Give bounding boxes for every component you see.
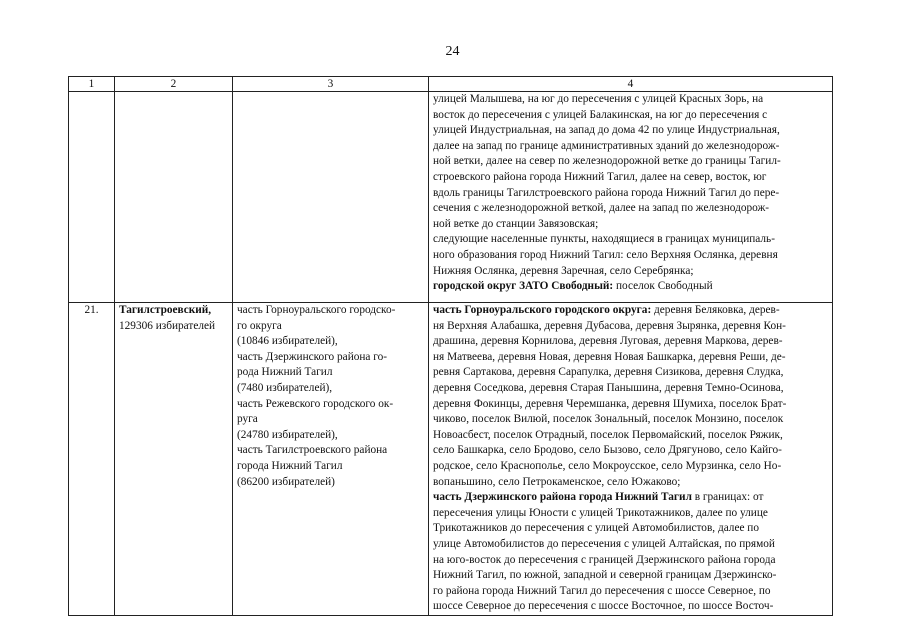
description-line — [433, 170, 828, 186]
line-text: село Башкарка, село Бродово, село Бызово, село Дрягуново, село Кайго- — [433, 444, 782, 457]
line-text: вдоль границы Тагилстроевского района города Нижний Тагил до пере- — [433, 186, 780, 199]
district-part-line: часть Дзержинского района го- — [237, 350, 388, 363]
district-part-line: города Нижний Тагил — [237, 459, 343, 472]
column-number-2: 2 — [115, 77, 233, 92]
description-line — [433, 139, 828, 155]
line-text: улицей Малышева, на юг до пересечения с улицей Красных Зорь, на — [433, 93, 764, 105]
column-number-4: 4 — [429, 77, 833, 92]
bold-heading: городской округ ЗАТО Свободный: — [433, 280, 614, 293]
description-line — [433, 521, 828, 537]
line-text: сечения с железнодорожной веткой, далее на запад по железнодорож- — [433, 202, 770, 215]
table-row-district-21 — [69, 303, 833, 616]
description-line — [433, 381, 828, 397]
line-text: на юго-восток до пересечения с границей Дзержинского района города — [433, 553, 776, 566]
description-line — [433, 154, 828, 170]
description-line — [433, 264, 828, 280]
cell-empty — [69, 92, 115, 303]
line-text: ной ветке до станции Завязовская; — [433, 217, 599, 230]
boundary-description-cell — [429, 303, 833, 616]
line-text: Новоасбест, поселок Отрадный, поселок Первомайский, поселок Ряжик, — [433, 428, 783, 441]
description-line — [433, 303, 828, 319]
description-line — [433, 108, 828, 124]
line-text: улицей Индустриальная, на запад до дома 42 по улице Индустриальная, — [433, 124, 780, 137]
description-line — [433, 443, 828, 459]
line-text: поселок Свободный — [613, 280, 713, 293]
district-part-line: (24780 избирателей), — [237, 428, 338, 441]
line-text: далее на запад по границе административных зданий до железнодорож- — [433, 139, 780, 152]
line-text: ня Матвеева, деревня Новая, деревня Новая Башкарка, деревня Реши, де- — [433, 350, 786, 363]
description-line — [433, 248, 828, 264]
line-text: Нижний Тагил, по южной, западной и северной границам Дзержинско- — [433, 569, 777, 582]
description-line — [433, 584, 828, 600]
line-text: деревня Беляковка, дерев- — [651, 304, 780, 316]
column-number-1: 1 — [69, 77, 115, 92]
district-part-line: руга — [237, 413, 258, 426]
cell-empty — [233, 92, 429, 303]
description-line — [433, 428, 828, 444]
district-voters: 129306 избирателей — [119, 319, 216, 332]
description-line — [433, 475, 828, 491]
line-text: родское, село Краснополье, село Мокроусское, село Мурзинка, село Но- — [433, 459, 782, 472]
line-text: ня Верхняя Алабашка, деревня Дубасова, деревня Зырянка, деревня Кон- — [433, 319, 786, 332]
line-text: Нижняя Ослянка, деревня Заречная, село Серебрянка; — [433, 264, 694, 277]
description-line — [433, 232, 828, 248]
district-parts-cell — [233, 303, 429, 616]
line-text: строевского района города Нижний Тагил, далее на север, восток, юг — [433, 170, 767, 183]
description-line — [433, 459, 828, 475]
line-text: в границах: от — [691, 491, 764, 504]
line-text: пересечения улицы Юности с улицей Трикотажников, далее по улице — [433, 506, 768, 519]
description-line — [433, 553, 828, 569]
line-text: чиково, поселок Вилюй, поселок Зональный, поселок Монзино, поселок — [433, 413, 784, 426]
district-name: Тагилстроевский, — [119, 304, 212, 316]
description-line — [433, 537, 828, 553]
district-part-line: часть Горноуральского городско- — [237, 304, 396, 316]
line-text: ревня Сартакова, деревня Сарапулка, деревня Сизикова, деревня Слудка, — [433, 366, 784, 379]
description-line — [433, 599, 828, 615]
table-row-continuation — [69, 92, 833, 303]
line-text: ного образования город Нижний Тагил: село Верхняя Ослянка, деревня — [433, 248, 778, 261]
line-text: деревня Соседкова, деревня Старая Панышина, деревня Темно-Осинова, — [433, 381, 784, 394]
description-line — [433, 92, 828, 108]
district-part-line: (7480 избирателей), — [237, 381, 333, 394]
district-number: 21. — [69, 303, 115, 616]
description-line — [433, 186, 828, 202]
cell-empty — [115, 92, 233, 303]
line-text: восток до пересечения с улицей Балакинская, на юг до пересечения с — [433, 108, 768, 121]
district-name-cell — [115, 303, 233, 616]
description-line — [433, 123, 828, 139]
description-line — [433, 319, 828, 335]
bold-heading: часть Горноуральского городского округа: — [433, 304, 652, 316]
description-line — [433, 412, 828, 428]
district-part-line: (10846 избирателей), — [237, 335, 338, 348]
district-part-line: го округа — [237, 319, 282, 332]
district-part-line: рода Нижний Тагил — [237, 366, 333, 379]
description-line — [433, 506, 828, 522]
description-line — [433, 397, 828, 413]
district-part-line: часть Тагилстроевского района — [237, 444, 388, 457]
line-text: ной ветки, далее на север по железнодорожной ветке до границы Тагил- — [433, 155, 781, 168]
line-text: драшина, деревня Корнилова, деревня Луговая, деревня Маркова, дерев- — [433, 335, 783, 348]
bold-heading: часть Дзержинского района города Нижний Тагил — [433, 491, 692, 504]
description-line — [433, 217, 828, 233]
description-line — [433, 334, 828, 350]
page-number: 24 — [445, 44, 460, 59]
description-line — [433, 365, 828, 381]
districts-table — [68, 76, 833, 616]
line-text: Трикотажников до пересечения с улицей Автомобилистов, далее по — [433, 522, 759, 535]
description-line — [433, 279, 828, 295]
line-text: деревня Фокинцы, деревня Черемшанка, деревня Шумиха, поселок Брат- — [433, 397, 787, 410]
district-part-line: часть Режевского городского ок- — [237, 397, 394, 410]
description-line — [433, 350, 828, 366]
boundary-description-cell — [429, 92, 833, 303]
description-line — [433, 201, 828, 217]
column-number-header-row — [69, 77, 833, 92]
line-text: вопаньшино, село Петрокаменское, село Южаково; — [433, 475, 681, 488]
line-text: шоссе Северное до пересечения с шоссе Восточное, по шоссе Восточ- — [433, 600, 774, 613]
description-line — [433, 490, 828, 506]
line-text: улице Автомобилистов до пересечения с улицей Алтайская, по прямой — [433, 537, 775, 550]
line-text: го района города Нижний Тагил до пересечения с шоссе Северное, по — [433, 584, 771, 597]
description-line — [433, 568, 828, 584]
district-part-line: (86200 избирателей) — [237, 475, 335, 488]
line-text: следующие населенные пункты, находящиеся в границах муниципаль- — [433, 233, 775, 246]
column-number-3: 3 — [233, 77, 429, 92]
